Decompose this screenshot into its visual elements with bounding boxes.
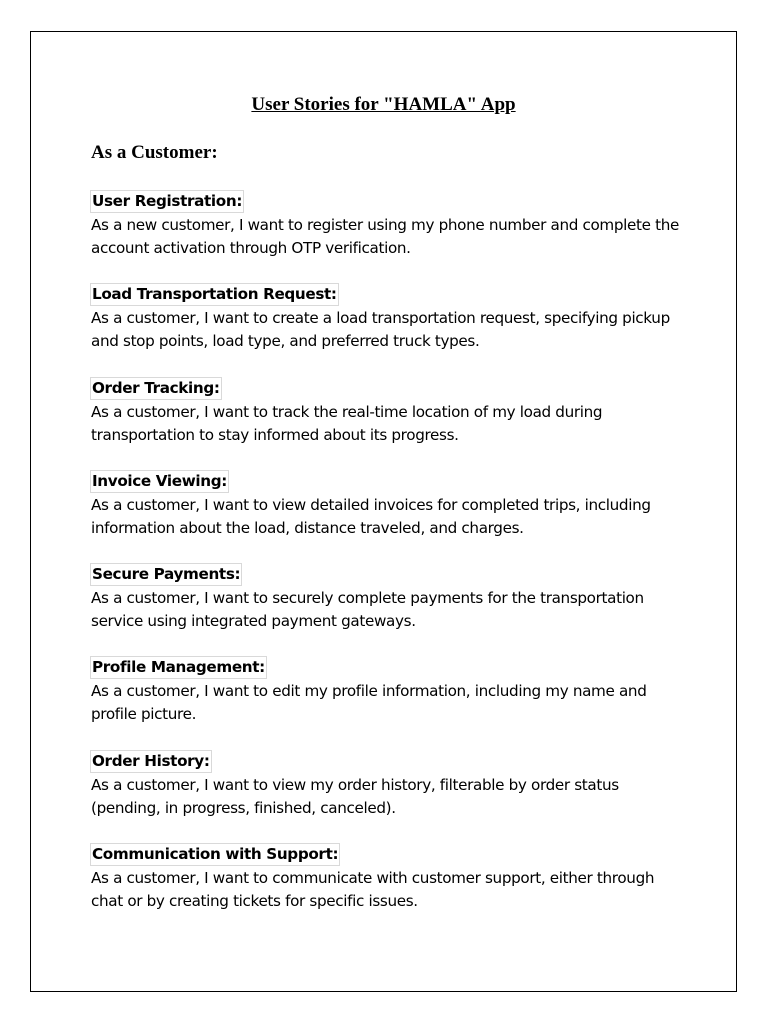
story-secure-payments — [91, 563, 681, 656]
section-heading: As a Customer: — [91, 142, 218, 163]
story-load-transportation-request — [91, 283, 681, 376]
story-text: As a customer, I want to track the real-time location of my load during transportation to stay informed about its progress. — [91, 402, 603, 444]
story-title: Secure Payments: — [90, 563, 242, 586]
story-title: Invoice Viewing: — [90, 470, 229, 493]
story-invoice-viewing — [91, 470, 681, 563]
story-order-tracking — [91, 377, 681, 470]
story-text: As a customer, I want to view my order history, filterable by order status (pending, in progress, finished, canceled). — [91, 775, 619, 817]
story-order-history — [91, 750, 681, 843]
story-text: As a customer, I want to edit my profile information, including my name and profile picture. — [91, 682, 647, 724]
user-stories-list — [91, 190, 681, 936]
story-title: User Registration: — [90, 190, 244, 213]
story-user-registration — [91, 190, 681, 283]
story-title: Profile Management: — [90, 656, 267, 679]
story-text: As a customer, I want to create a load transportation request, specifying pickup and stop points, load type, and preferred truck types. — [91, 309, 670, 351]
story-profile-management — [91, 656, 681, 749]
story-title: Load Transportation Request: — [90, 283, 339, 306]
story-title: Communication with Support: — [90, 843, 340, 866]
story-title: Order Tracking: — [90, 377, 222, 400]
story-text: As a customer, I want to securely complete payments for the transportation service using integrated payment gateways. — [91, 589, 644, 631]
story-text: As a customer, I want to view detailed invoices for completed trips, including information about the load, distance traveled, and charges. — [91, 495, 651, 537]
story-text: As a new customer, I want to register using my phone number and complete the account activation through OTP verification. — [91, 216, 679, 257]
story-title: Order History: — [90, 750, 212, 773]
story-communication-with-support — [91, 843, 681, 936]
story-text: As a customer, I want to communicate with customer support, either through chat or by creating tickets for specific issues. — [91, 869, 655, 911]
document-title: User Stories for "HAMLA" App — [251, 94, 516, 115]
document-page — [30, 31, 737, 992]
